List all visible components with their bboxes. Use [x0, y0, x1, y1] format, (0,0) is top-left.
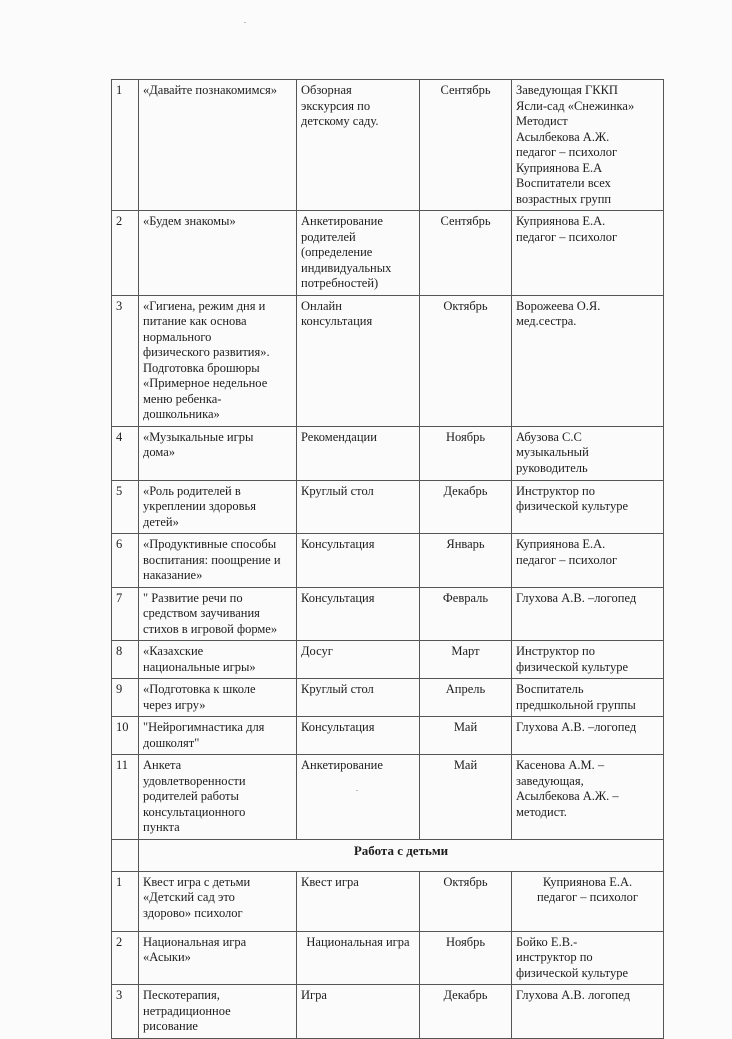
responsible-cell: Заведующая ГККП Ясли-сад «Снежинка» Методист Асылбекова А.Ж. педагог – психолог Куприянова Е.А Воспитатели всех возрастных групп [512, 80, 664, 211]
form-cell: Рекомендации [297, 426, 420, 480]
month-cell: Апрель [420, 679, 512, 717]
topic-cell: «Подготовка к школе через игру» [139, 679, 297, 717]
form-cell: Национальная игра [297, 931, 420, 985]
table-row [112, 755, 664, 840]
topic-cell: «Давайте познакомимся» [139, 80, 297, 211]
form-cell: Онлайн консультация [297, 295, 420, 426]
topic-cell: «Музыкальные игры дома» [139, 426, 297, 480]
responsible-cell: Ворожеева О.Я. мед.сестра. [512, 295, 664, 426]
plan-table [111, 79, 664, 1039]
form-cell: Анкетирование родителей (определение индивидуальных потребностей) [297, 211, 420, 296]
row-number: 3 [112, 295, 139, 426]
table-row [112, 295, 664, 426]
form-cell: Квест игра [297, 871, 420, 931]
responsible-cell: Куприянова Е.А. педагог – психолог [512, 871, 664, 931]
topic-cell: «Будем знакомы» [139, 211, 297, 296]
form-cell: Игра [297, 985, 420, 1039]
row-number: 3 [112, 985, 139, 1039]
topic-cell: Квест игра с детьми «Детский сад это здорово» психолог [139, 871, 297, 931]
topic-cell: «Продуктивные способы воспитания: поощрение и наказание» [139, 534, 297, 588]
month-cell: Январь [420, 534, 512, 588]
month-cell: Сентябрь [420, 211, 512, 296]
table-row [112, 641, 664, 679]
responsible-cell: Инструктор по физической культуре [512, 641, 664, 679]
table-row [112, 679, 664, 717]
table-row [112, 931, 664, 985]
form-cell: Обзорная экскурсия по детскому саду. [297, 80, 420, 211]
row-number: 2 [112, 211, 139, 296]
row-number: 10 [112, 717, 139, 755]
scan-speck [244, 22, 246, 23]
row-number: 8 [112, 641, 139, 679]
month-cell: Ноябрь [420, 426, 512, 480]
responsible-cell: Абузова С.С музыкальный руководитель [512, 426, 664, 480]
month-cell: Ноябрь [420, 931, 512, 985]
topic-cell: Анкета удовлетворенности родителей работы консультационного пункта [139, 755, 297, 840]
month-cell: Сентябрь [420, 80, 512, 211]
topic-cell: Национальная игра «Асыки» [139, 931, 297, 985]
month-cell: Февраль [420, 587, 512, 641]
month-cell: Декабрь [420, 480, 512, 534]
table-row [112, 480, 664, 534]
responsible-cell: Куприянова Е.А. педагог – психолог [512, 211, 664, 296]
topic-cell: «Роль родителей в укреплении здоровья детей» [139, 480, 297, 534]
form-cell: Круглый стол [297, 480, 420, 534]
month-cell: Декабрь [420, 985, 512, 1039]
month-cell: Март [420, 641, 512, 679]
table-row [112, 717, 664, 755]
responsible-cell: Бойко Е.В.- инструктор по физической культуре [512, 931, 664, 985]
topic-cell: " Развитие речи по средством заучивания стихов в игровой форме» [139, 587, 297, 641]
responsible-cell: Куприянова Е.А. педагог – психолог [512, 534, 664, 588]
month-cell: Май [420, 755, 512, 840]
month-cell: Октябрь [420, 295, 512, 426]
topic-cell: «Казахские национальные игры» [139, 641, 297, 679]
row-number: 4 [112, 426, 139, 480]
responsible-cell: Касенова А.М. – заведующая, Асылбекова А.Ж. – методист. [512, 755, 664, 840]
table-row [112, 211, 664, 296]
section-blank-cell [112, 839, 139, 871]
form-cell: Консультация [297, 717, 420, 755]
month-cell: Октябрь [420, 871, 512, 931]
table-row [112, 985, 664, 1039]
section-row [112, 839, 664, 871]
row-number: 1 [112, 871, 139, 931]
table-row [112, 587, 664, 641]
topic-cell: "Нейрогимнастика для дошколят" [139, 717, 297, 755]
row-number: 11 [112, 755, 139, 840]
table-row [112, 426, 664, 480]
row-number: 5 [112, 480, 139, 534]
responsible-cell: Инструктор по физической культуре [512, 480, 664, 534]
form-cell: Анкетирование [297, 755, 420, 840]
responsible-cell: Глухова А.В. –логопед [512, 587, 664, 641]
table-row [112, 534, 664, 588]
topic-cell: «Гигиена, режим дня и питание как основа нормального физического развития». Подготовка брошюры «Примерное недельное меню ребенка- дошкольника» [139, 295, 297, 426]
row-number: 7 [112, 587, 139, 641]
row-number: 6 [112, 534, 139, 588]
form-cell: Консультация [297, 534, 420, 588]
month-cell: Май [420, 717, 512, 755]
section-title: Работа с детьми [139, 839, 664, 871]
responsible-cell: Глухова А.В. логопед [512, 985, 664, 1039]
responsible-cell: Воспитатель предшкольной группы [512, 679, 664, 717]
row-number: 1 [112, 80, 139, 211]
responsible-cell: Глухова А.В. –логопед [512, 717, 664, 755]
row-number: 9 [112, 679, 139, 717]
row-number: 2 [112, 931, 139, 985]
table-row [112, 871, 664, 931]
form-cell: Досуг [297, 641, 420, 679]
table-row [112, 80, 664, 211]
form-cell: Круглый стол [297, 679, 420, 717]
form-cell: Консультация [297, 587, 420, 641]
topic-cell: Пескотерапия, нетрадиционное рисование [139, 985, 297, 1039]
